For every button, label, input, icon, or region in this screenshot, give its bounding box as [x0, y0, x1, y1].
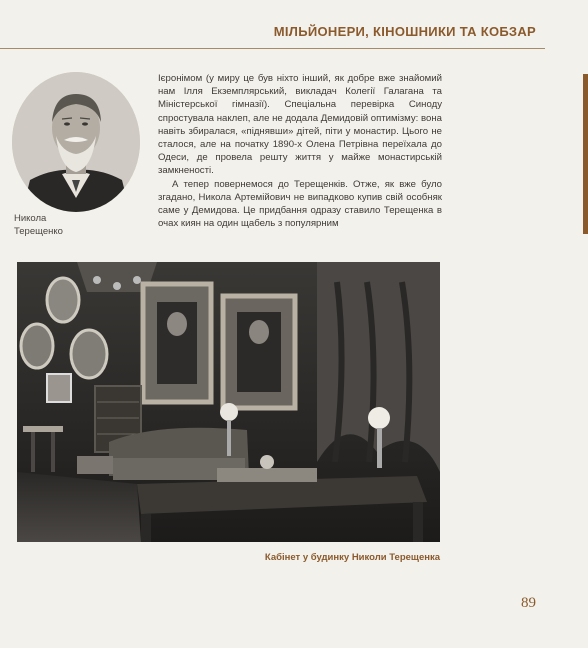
running-header-title: МІЛЬЙОНЕРИ, КІНОШНИКИ ТА КОБЗАР — [273, 24, 536, 39]
photo-caption: Кабінет у будинку Николи Терещенка — [264, 552, 440, 563]
page-number: 89 — [521, 595, 536, 611]
body-text — [158, 72, 442, 230]
portrait-caption-line1: Никола — [14, 213, 47, 224]
edge-tab-marker — [583, 74, 588, 234]
cabinet-image — [17, 262, 440, 542]
portrait-photo — [12, 72, 140, 212]
portrait-caption — [14, 212, 63, 238]
portrait-image — [12, 72, 140, 212]
interior-photo — [17, 262, 440, 542]
body-paragraph-1: Ієронімом (у миру це був ніхто інший, як добре вже знайомий нам Ілля Екземплярський, викладач Колегії Галагана та Міністерської гімназії). Спеціальна перевірка Синоду спростувала наклеп, але не додала Демидовій оптимізму: вона навіть збиралася, «піднявши» дітей, піти у монастир. Цього не сталося, але на початку 1890-х Олена Петрівна переїхала до Одеси, де провела решту життя у майже монастирській замкненості. — [158, 73, 442, 177]
body-paragraph-2: А тепер повернемося до Терещенків. Отже, як вже було згадано, Никола Артемійович не випадково купив свій особняк саме у Демидова. Це придбання одразу ставило Терещенка в очах киян на один щабель з популярним — [158, 178, 442, 230]
portrait-caption-line2: Терещенко — [14, 226, 63, 237]
header-rule — [0, 48, 545, 49]
